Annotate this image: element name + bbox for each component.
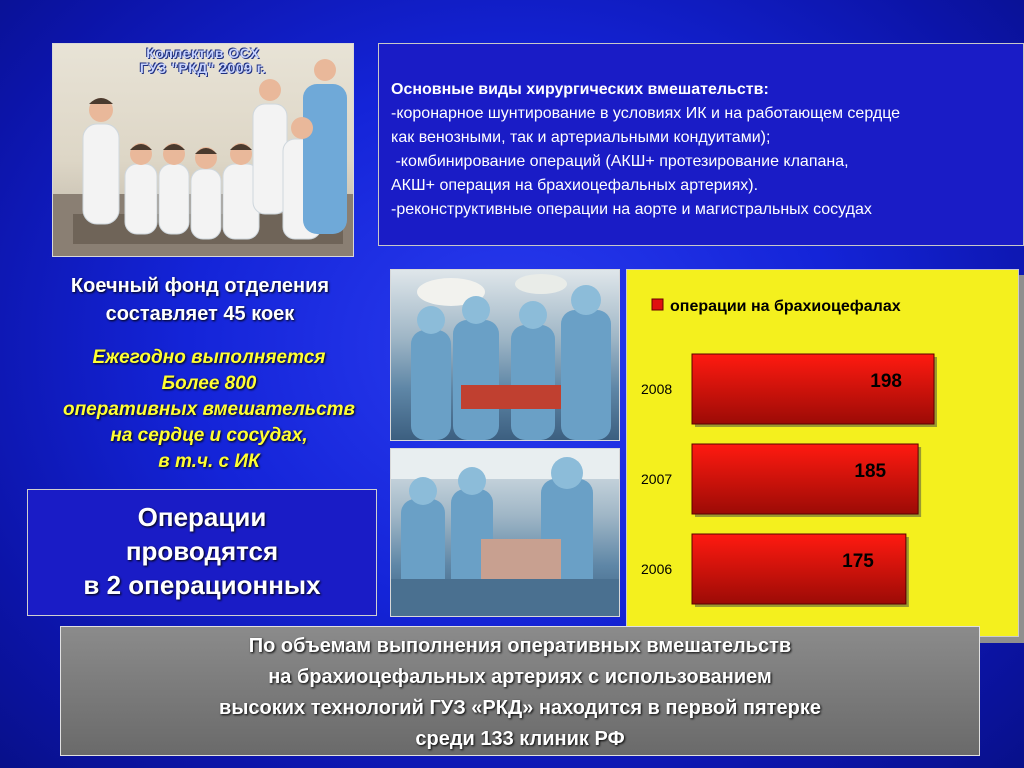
surgery-types-line: -комбинирование операций (АКШ+ протезирование клапана, bbox=[391, 153, 849, 170]
yearly-operations-line: Более 800 bbox=[161, 373, 257, 394]
ranking-statement-line: на брахиоцефальных артериях с использованием bbox=[268, 666, 772, 688]
surgery-types-box bbox=[378, 43, 1024, 246]
team-photo-caption-line2: ГУЗ "РКД" 2009 г. bbox=[139, 60, 267, 76]
yearly-operations-text bbox=[20, 345, 398, 475]
surgery-types-line: АКШ+ операция на брахиоцефальных артериях). bbox=[391, 177, 759, 194]
ranking-statement-line: среди 133 клиник РФ bbox=[415, 728, 625, 750]
yearly-operations-line: Ежегодно выполняется bbox=[92, 347, 326, 368]
ranking-statement-line: По объемам выполнения оперативных вмешательств bbox=[248, 635, 792, 657]
chart-svg bbox=[627, 270, 1018, 636]
operating-rooms-line: в 2 операционных bbox=[83, 570, 321, 600]
surgery-types-line: -коронарное шунтирование в условиях ИК и на работающем сердце bbox=[391, 105, 901, 122]
category-label-2007: 2007 bbox=[641, 471, 673, 487]
bed-capacity-line1: Коечный фонд отделения bbox=[70, 275, 330, 297]
team-photo-illustration bbox=[53, 44, 353, 256]
data-label-2007: 185 bbox=[854, 461, 887, 482]
category-label-2008: 2008 bbox=[641, 381, 673, 397]
team-photo-caption-line1: Коллектив ОСХ bbox=[146, 45, 260, 61]
surgery-photo-2 bbox=[390, 448, 620, 617]
bed-capacity-line2: составляет 45 коек bbox=[105, 303, 295, 325]
yearly-operations-line: на сердце и сосудах, bbox=[110, 425, 308, 446]
operating-rooms-box bbox=[27, 489, 377, 616]
surgery-photo-1 bbox=[390, 269, 620, 441]
data-label-2008: 198 bbox=[870, 371, 902, 392]
legend-label: операции на брахиоцефалах bbox=[670, 298, 901, 315]
yearly-operations-line: оперативных вмешательств bbox=[62, 399, 356, 420]
surgery-types-heading: Основные виды хирургических вмешательств: bbox=[391, 81, 769, 98]
operating-rooms-line: Операции bbox=[137, 502, 267, 532]
yearly-operations-line: в т.ч. с ИК bbox=[158, 451, 260, 472]
bed-capacity-text bbox=[20, 272, 380, 328]
ranking-statement-line: высоких технологий ГУЗ «РКД» находится в первой пятерке bbox=[219, 697, 821, 719]
ranking-statement-box bbox=[60, 626, 980, 756]
operating-rooms-line: проводятся bbox=[125, 536, 279, 566]
brachiocephalic-operations-chart bbox=[626, 269, 1019, 637]
data-label-2006: 175 bbox=[842, 551, 874, 572]
surgery-photo-1-illustration bbox=[391, 270, 619, 440]
team-photo bbox=[52, 43, 354, 257]
category-label-2006: 2006 bbox=[641, 561, 673, 577]
legend-swatch bbox=[652, 299, 663, 310]
surgery-photo-2-illustration bbox=[391, 449, 619, 616]
surgery-types-line: -реконструктивные операции на аорте и магистральных сосудах bbox=[391, 201, 872, 218]
surgery-types-line: как венозными, так и артериальными кондуитами); bbox=[391, 129, 771, 146]
